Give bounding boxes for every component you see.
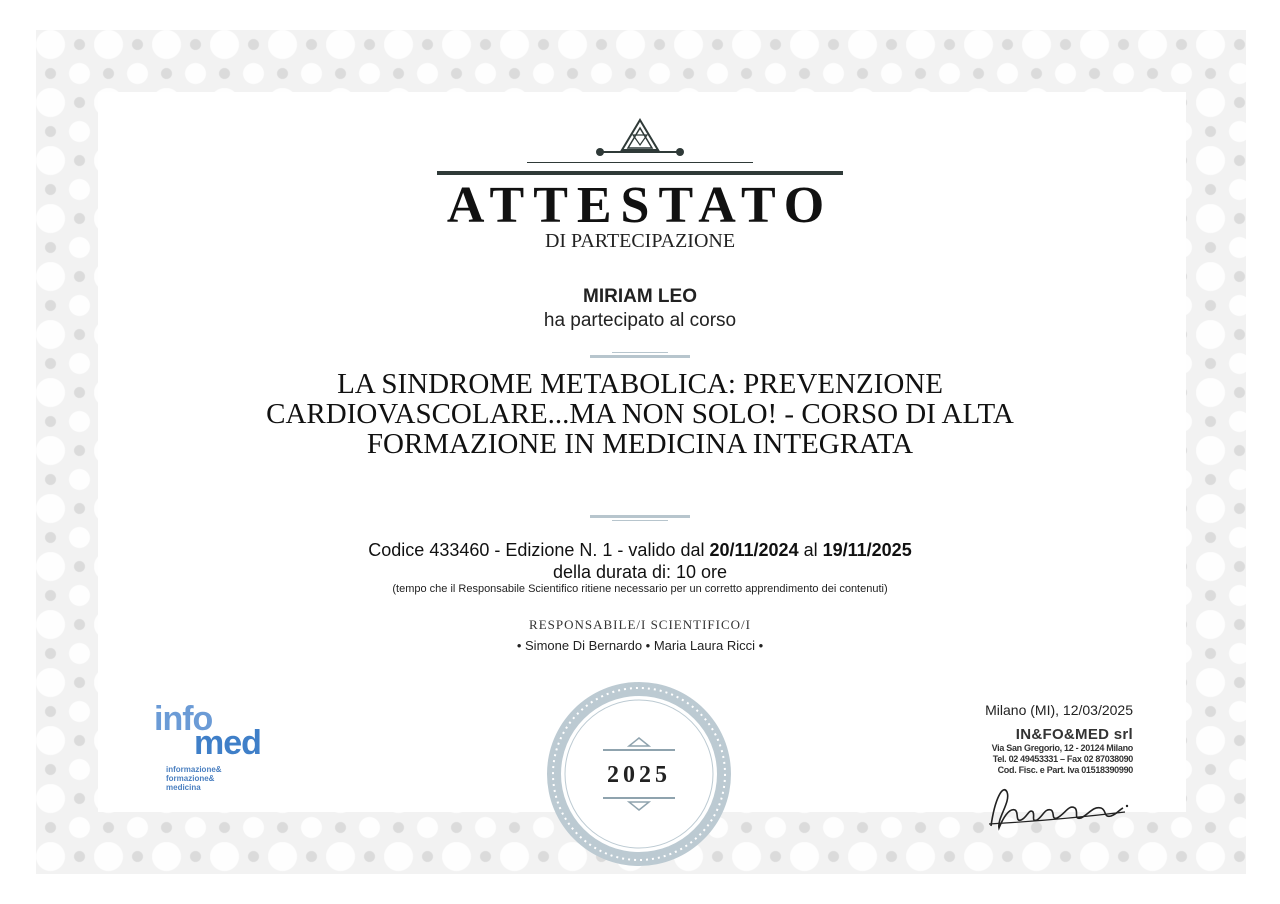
date-to: 19/11/2025 [822,540,912,560]
code-prefix: Codice 433460 - Edizione N. 1 - valido dal [368,540,710,560]
course-code-line [0,540,1280,561]
title-thin-rule [527,162,753,163]
logo-word-info: info [154,700,213,738]
duration-note: (tempo che il Responsabile Scientifico ritiene necessario per un corretto apprendimento dei contenuti) [392,583,888,595]
course-duration: della durata di: 10 ore [552,562,728,582]
date-separator: al [798,540,823,560]
place-and-date: Milano (MI), 12/03/2025 [985,702,1133,718]
divider-bottom-thin [612,520,668,521]
signature-icon [985,778,1135,834]
divider-top [590,355,690,358]
company-stamp [955,726,1133,776]
logo-tagline-1: informazione& [166,765,222,774]
participant-name: MIRIAM LEO [583,286,697,307]
triangle-emblem-icon [590,118,690,164]
divider-bottom [590,515,690,518]
page-subtitle: DI PARTECIPAZIONE [544,230,736,252]
seal-year: 2025 [607,762,671,788]
company-address: Via San Gregorio, 12 - 20124 Milano [991,743,1133,753]
title-thick-rule [437,171,843,175]
logo-word-med: med [194,724,261,762]
divider-top-thin [612,352,668,353]
date-from: 20/11/2024 [709,540,799,560]
company-phone: Tel. 02 49453331 – Fax 02 87038090 [992,754,1133,764]
logo-tagline-2: formazione& [166,774,215,783]
participation-text: ha partecipato al corso [543,310,737,331]
company-tax-id: Cod. Fisc. e Part. Iva 01518390990 [997,765,1133,775]
course-title: LA SINDROME METABOLICA: PREVENZIONE CARDIOVASCOLARE...MA NON SOLO! - CORSO DI ALTA FORMAZIONE IN MEDICINA INTEGRATA [266,368,1014,460]
company-name: IN&FO&MED srl [1015,726,1133,743]
logo-tagline-3: medicina [166,783,201,792]
responsabili-heading: RESPONSABILE/I SCIENTIFICO/I [529,617,751,632]
page-title: ATTESTATO [446,177,834,234]
responsabili-names: • Simone Di Bernardo • Maria Laura Ricci • [516,638,764,653]
